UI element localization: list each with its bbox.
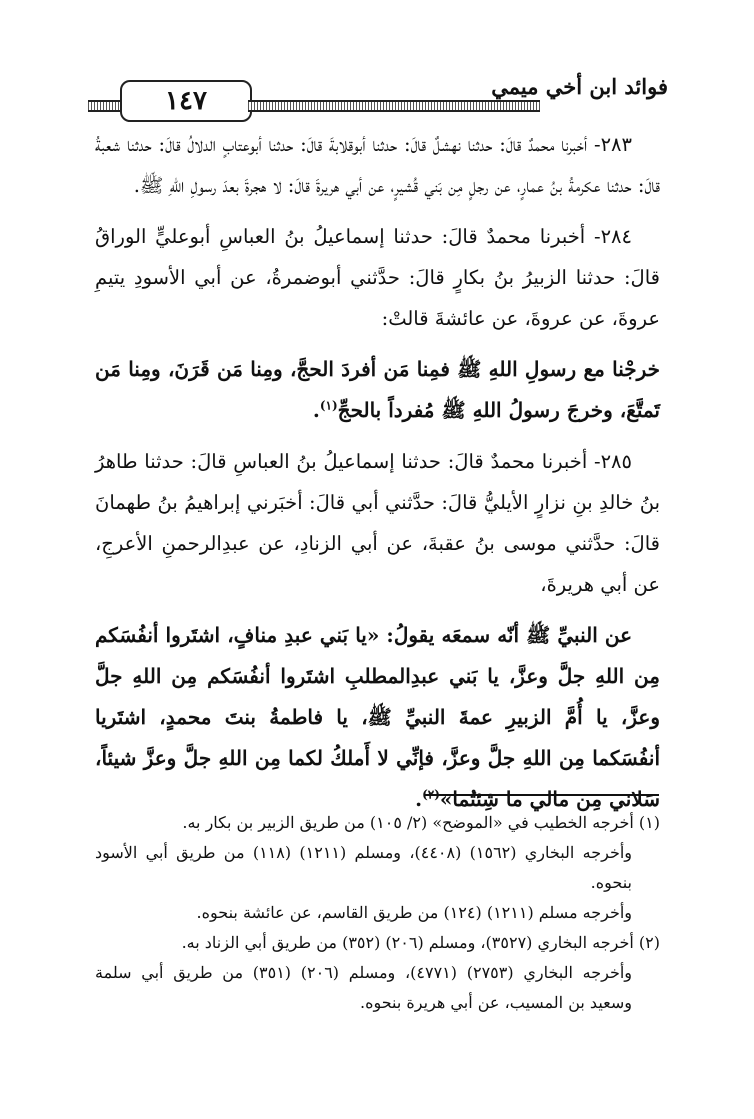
hadith-285-matn: عن النبيِّ ﷺ أنّه سمعَه يقولُ: «يا بَني عبدِ منافٍ، اشتَروا أنفُسَكم مِن اللهِ جلَّ وعزَّ، يا بَني عبدِالمطلبِ اشتَروا أنفُسَكم مِن اللهِ جلَّ وعزَّ، يا أُمَّ الزبيرِ عمةَ النبيِّ ﷺ، يا فاطمةُ بنتَ محمدٍ، اشتَريا أنفُسَكما مِن اللهِ جلَّ وعزَّ، فإنِّي لا أَملكُ لكما مِن اللهِ جلَّ وعزَّ شيئاً، سَلاني مِن مالي ما شِئتُما»$^{(٢)}$. xyxy=(95,623,660,811)
running-title: فوائد ابن أخي ميمي xyxy=(491,74,668,99)
hadith-285-text: عن النبيِّ ﷺ أنّه سمعَه يقولُ: «يا بَني عبدِ منافٍ، اشتَروا أنفُسَكم مِن اللهِ جلَّ وعزَّ، يا بَني عبدِالمطلبِ اشتَروا أنفُسَكم مِن اللهِ جلَّ وعزَّ، يا أُمَّ الزبيرِ عمةَ النبيِّ ﷺ، يا فاطمةُ بنتَ محمدٍ، اشتَريا أنفُسَكما مِن اللهِ جلَّ وعزَّ، فإنِّي لا أَملكُ لكما مِن اللهِ جلَّ وعزَّ شيئاً، سَلاني مِن مالي ما شِئتُما» xyxy=(95,623,660,811)
main-text xyxy=(95,124,660,830)
header-rule-right xyxy=(248,100,540,112)
page-number: ١٤٧ xyxy=(120,80,252,122)
page-header xyxy=(88,70,668,120)
hadith-284-matn: خرجْنا مع رسولِ اللهِ ﷺ فمِنا مَن أفردَ الحجَّ، ومِنا مَن قَرَنَ، ومِنا مَن تَمتَّعَ، وخرجَ رسولُ اللهِ ﷺ مُفرداً بالحجِّ$^{(١)}$. xyxy=(95,357,660,422)
hadith-283: ٢٨٣- أخبرنا محمدٌ قالَ: حدثنا نهشلٌ قالَ: حدثنا أبوقلابةَ قالَ: حدثنا أبوعتابٍ الدلالُ قالَ: حدثنا شعبةُ قالَ: حدثنا عكرمةُ بنُ عمارٍ، عن رجلٍ مِن بَني قُشيرٍ، عن أبي هريرةَ قالَ: لا هجرةَ بعدَ رسولِ اللهِ ﷺ. xyxy=(95,133,660,197)
hadith-284-isnad: ٢٨٤- أخبرنا محمدٌ قالَ: حدثنا إسماعيلُ بنُ العباسِ أبوعليٍّ الوراقُ قالَ: حدثنا الزبيرُ بنُ بكارٍ قالَ: حدَّثني أبوضمرةُ، عن أبي الأسودِ يتيمِ عروةَ، عن عروةَ، عن عائشةَ قالتْ: xyxy=(95,225,660,330)
footnotes xyxy=(95,808,660,1018)
footnote-separator xyxy=(424,794,659,796)
hadith-284-text: خرجْنا مع رسولِ اللهِ ﷺ فمِنا مَن أفردَ الحجَّ، ومِنا مَن قَرَنَ، ومِنا مَن تَمتَّعَ، وخرجَ رسولُ اللهِ ﷺ مُفرداً بالحجِّ xyxy=(95,357,660,422)
footnote-2: (٢) أخرجه البخاري (٣٥٢٧)، ومسلم (٢٠٦) (٣٥٢) من طريق أبي الزناد به. xyxy=(181,933,660,952)
hadith-285-isnad: ٢٨٥- أخبرنا محمدٌ قالَ: حدثنا إسماعيلُ بنُ العباسِ قالَ: حدثنا طاهرُ بنُ خالدِ بنِ نزارٍ الأيليُّ قالَ: حدَّثني أبي قالَ: أخبَرني إبراهيمُ بنُ طهمانَ قالَ: حدَّثني موسى بنُ عقبةَ، عن أبي الزنادِ، عن عبدِالرحمنِ الأعرجِ، عن أبي هريرةَ، xyxy=(95,450,660,596)
footnote-1: (١) أخرجه الخطيب في «الموضح» (٢/ ١٠٥) من طريق الزبير بن بكار به. xyxy=(182,813,660,832)
footnote-2-cont: وأخرجه البخاري (٢٧٥٣) (٤٧٧١)، ومسلم (٢٠٦) (٣٥١) من طريق أبي سلمة وسعيد بن المسيب، عن أبي هريرة بنحوه. xyxy=(95,963,633,1012)
footnote-ref-1[interactable]: (١) xyxy=(319,398,338,413)
footnote-1-cont-2: وأخرجه مسلم (١٢١١) (١٢٤) من طريق القاسم، عن عائشة بنحوه. xyxy=(196,903,632,922)
footnote-ref-2[interactable]: (٢) xyxy=(422,787,440,802)
footnote-1-cont: وأخرجه البخاري (١٥٦٢) (٤٤٠٨)، ومسلم (١٢١١) (١١٨) من طريق أبي الأسود بنحوه. xyxy=(95,843,633,892)
header-rule-left xyxy=(88,100,120,112)
